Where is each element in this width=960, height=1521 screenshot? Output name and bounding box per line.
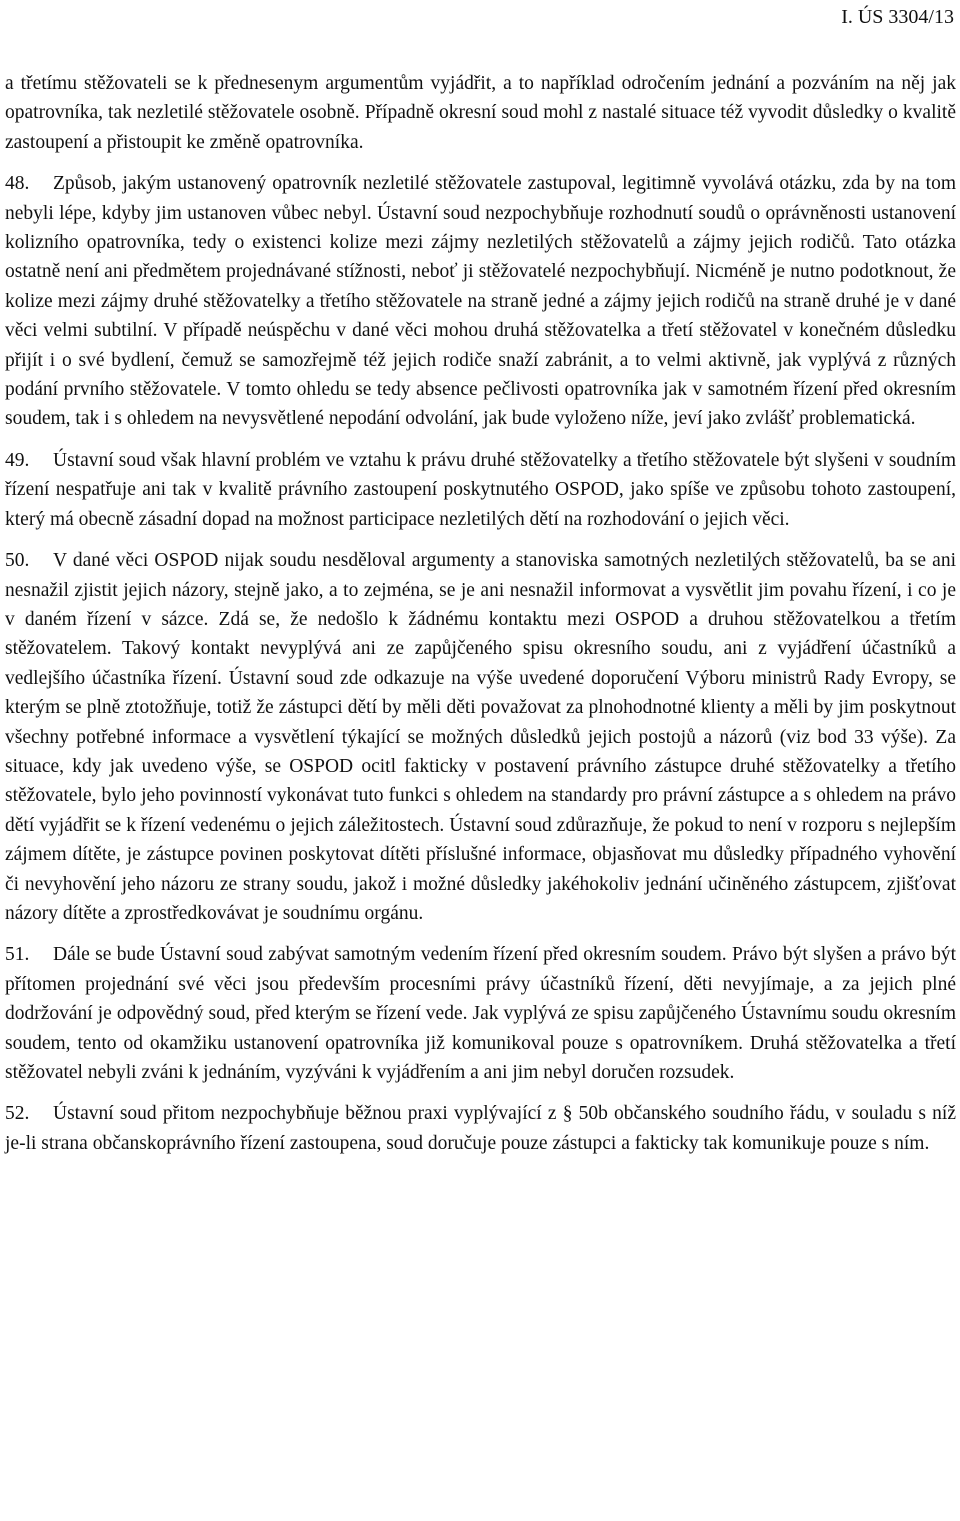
- paragraph-text: Způsob, jakým ustanovený opatrovník nezletilé stěžovatele zastupoval, legitimně vyvolává otázku, zda by na tom nebyli lépe, kdyby jim ustanoven vůbec nebyl. Ústavní soud nezpochybňuje rozhodnutí soudů o oprávněnosti ustanovení kolizního opatrovníka, tedy o existenci kolize mezi zájmy nezletilých stěžovatelů a zájmy jejich rodičů. Tato otázka ostatně není ani předmětem projednávané stížnosti, neboť ji stěžovatelé nezpochybňují. Nicméně je nutno podotknout, že kolize mezi zájmy druhé stěžovatelky a třetího stěžovatele na straně jedné a zájmy jejich rodičů na straně druhé je v dané věci velmi subtilní. V případě neúspěchu v dané věci mohou druhá stěžovatelka a třetí stěžovatel v konečném důsledku přijít i o své bydlení, čemuž se samozřejmě též jejich rodiče snaží zabránit, a to velmi aktivně, jak vyplývá z různých podání prvního stěžovatele. V tomto ohledu se tedy absence pečlivosti opatrovníka jak v samotném řízení před okresním soudem, tak i s ohledem na nevysvětlené nepodání odvolání, jak bude vyloženo níže, jeví jako zvlášť problematická.: [5, 173, 956, 430]
- paragraph-51: [5, 940, 956, 1087]
- paragraph-continuation: [5, 69, 956, 157]
- paragraph-number: 52.: [5, 1103, 30, 1125]
- paragraph-text: Ústavní soud přitom nezpochybňuje běžnou praxi vyplývající z § 50b občanského soudního řádu, v souladu s níž je-li strana občanskoprávního řízení zastoupena, soud doručuje pouze zástupci a fakticky tak komunikuje pouze s ním.: [5, 1103, 956, 1154]
- paragraph-50: [5, 546, 956, 928]
- document-body: [5, 69, 956, 1170]
- paragraph-text: Ústavní soud však hlavní problém ve vztahu k právu druhé stěžovatelky a třetího stěžovatele být slyšeni v soudním řízení nespatřuje ani tak v kvalitě právního zastoupení poskytnutého OSPOD, jako spíše ve způsobu tohoto zastoupení, který má obecně zásadní dopad na možnost participace nezletilých dětí na rozhodování o jejich věci.: [5, 449, 956, 530]
- paragraph-text: Dále se bude Ústavní soud zabývat samotným vedením řízení před okresním soudem. Právo být slyšen a právo být přítomen projednání své věci jsou především procesními právy účastníků řízení, děti nevyjímaje, a za jejich plné dodržování je odpovědný soud, před kterým se řízení vede. Jak vyplývá ze spisu zapůjčeného Ústavnímu soudu okresním soudem, tento od okamžiku ustanovení opatrovníka již komunikoval pouze s opatrovníkem. Druhá stěžovatelka a třetí stěžovatel nebyli zváni k jednáním, vyzýváni k vyjádřením a ani jim nebyl doručen rozsudek.: [5, 944, 956, 1083]
- paragraph-number: 49.: [5, 449, 30, 471]
- paragraph-number: 48.: [5, 173, 30, 195]
- paragraph-52: [5, 1099, 956, 1158]
- paragraph-48: [5, 169, 956, 434]
- paragraph-number: 50.: [5, 550, 30, 572]
- paragraph-text: V dané věci OSPOD nijak soudu nesděloval argumenty a stanoviska samotných nezletilých stěžovatelů, ba se ani nesnažil zjistit jejich názory, stejně jako, a to zejména, se je ani nesnažil informovat a vysvětlit jim povahu řízení, i co je v daném řízení v sázce. Zdá se, že nedošlo k žádnému kontaktu mezi OSPOD a druhou stěžovatelkou a třetím stěžovatelem. Takový kontakt nevyplývá ani ze zapůjčeného spisu okresního soudu, ani z vyjádření účastníků a vedlejšího účastníka řízení. Ústavní soud zde odkazuje na výše uvedené doporučení Výboru ministrů Rady Evropy, se kterým se plně ztotožňuje, totiž že zástupci dětí by měli děti považovat za plnohodnotné klienty a měli by jim poskytnout všechny potřebné informace a vysvětlení týkající se možných důsledků jejich postojů a názorů (viz bod 33 výše). Za situace, kdy jak uvedeno výše, se OSPOD ocitl fakticky v postavení právního zástupce druhé stěžovatelky a třetího stěžovatele, bylo jeho povinností vykonávat tuto funkci s ohledem na standardy pro právní zástupce a s ohledem na právo dětí vyjádřit se k řízení vedenému o jejich záležitostech. Ústavní soud zdůrazňuje, že pokud to není v rozporu s nejlepším zájmem dítěte, je zástupce povinen poskytovat dítěti příslušné informace, objasňovat mu důsledky případného vyhovění či nevyhovění jeho názoru ze strany soudu, jakož i možné důsledky jakéhokoliv jednání učiněného zástupcem, zjišťovat názory dítěte a zprostředkovávat je soudnímu orgánu.: [5, 550, 956, 924]
- paragraph-text: a třetímu stěžovateli se k přednesenym argumentům vyjádřit, a to například odročením jednání a pozváním na něj jak opatrovníka, tak nezletilé stěžovatele osobně. Případně okresní soud mohl z nastalé situace též vyvodit důsledky o kvalitě zastoupení a přistoupit ke změně opatrovníka.: [5, 73, 956, 153]
- paragraph-49: [5, 446, 956, 534]
- case-number-header: I. ÚS 3304/13: [841, 6, 954, 28]
- paragraph-number: 51.: [5, 944, 30, 966]
